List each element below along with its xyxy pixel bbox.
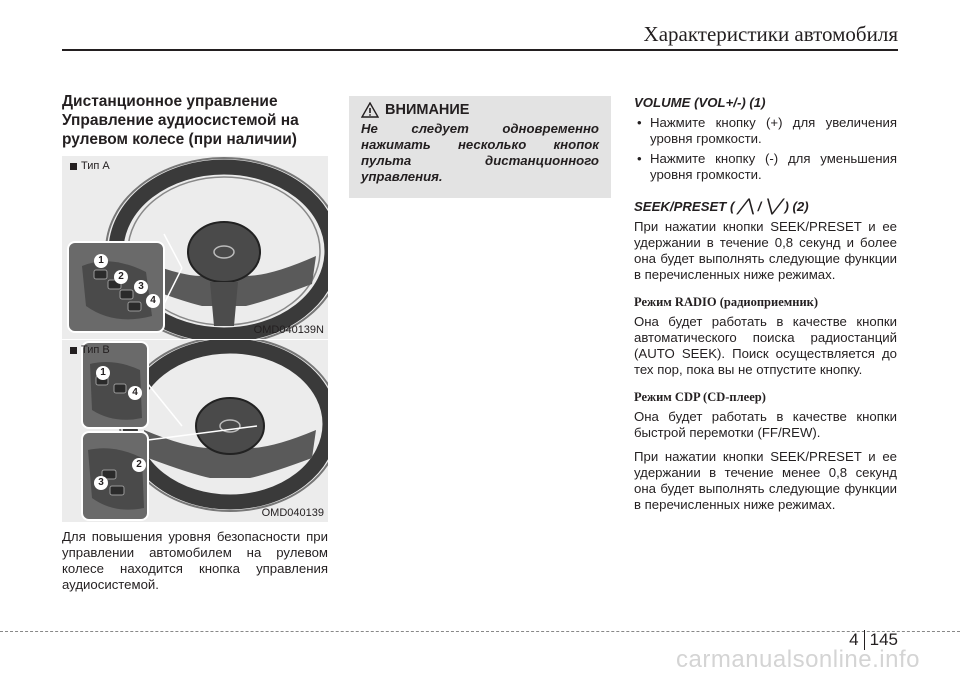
callout-b-2: 2 <box>132 458 146 472</box>
callout-b-4: 4 <box>128 386 142 400</box>
warning-text: Не следует одновременно нажимать несколько кнопок пульта дистанционного управления. <box>361 121 599 184</box>
section-title-line-2: Управление аудиосистемой на <box>62 112 299 129</box>
callout-2: 2 <box>114 270 128 284</box>
callout-4: 4 <box>146 294 160 308</box>
watermark: carmanualsonline.info <box>676 646 920 673</box>
section-heading-block <box>62 92 330 149</box>
callout-1: 1 <box>94 254 108 268</box>
seek-heading: SEEK/PRESET ( ╱╲ / ╲╱ ) (2) <box>634 199 809 214</box>
radio-mode-heading: Режим RADIO (радиоприемник) <box>634 295 819 309</box>
volume-bullet-up: • Нажмите кнопку (+) для увеличения уровня громкости. <box>634 115 897 147</box>
radio-mode-text: Она будет работать в качестве кнопки автоматического поиска радиостанций (AUTO SEEK). Поиск осуществляется до тех пор, пока вы не отпустите кнопку. <box>634 314 897 377</box>
controls-description <box>634 95 897 513</box>
callout-3: 3 <box>134 280 148 294</box>
running-header: Характеристики автомобиля <box>643 22 898 46</box>
volume-bullets <box>634 115 897 183</box>
figure-type-a <box>62 156 328 339</box>
page-number-value: 145 <box>869 630 898 649</box>
short-press-text: При нажатии кнопки SEEK/PRESET и ее удержании в течение менее 0,8 секунд она будет выполнять следующие функции в перечисленных ниже режимах. <box>634 449 897 512</box>
cdp-mode-text: Она будет работать в качестве кнопки быстрой перемотки (FF/REW). <box>634 409 897 440</box>
warning-box <box>349 96 611 198</box>
volume-bullet-down: • Нажмите кнопку (-) для уменьшения уровня громкости. <box>634 151 897 183</box>
figure-b-code: OMD040139 <box>261 507 324 519</box>
figure-b-label: Тип B <box>70 344 110 356</box>
figure-a-label: Тип А <box>70 160 110 172</box>
figure-type-b <box>62 340 328 522</box>
callout-b-3: 3 <box>94 476 108 490</box>
footer-dashed-rule <box>0 631 960 632</box>
callout-b-1: 1 <box>96 366 110 380</box>
seek-intro: При нажатии кнопки SEEK/PRESET и ее удержании в течение 0,8 секунд и более она будет выполнять следующие функции в перечисленных ниже режимах. <box>634 219 897 282</box>
cdp-mode-heading: Режим CDP (CD-плеер) <box>634 390 766 404</box>
warning-heading <box>361 102 599 118</box>
chapter-number: 4 <box>849 630 859 649</box>
warning-title: ВНИМАНИЕ <box>385 102 470 118</box>
figure-a-code: OMD040139N <box>253 324 324 336</box>
section-title-line-1: Дистанционное управление <box>62 93 278 110</box>
square-bullet-icon <box>70 163 77 170</box>
volume-heading: VOLUME (VOL+/-) (1) <box>634 95 766 110</box>
section-body: Для повышения уровня безопасности при управлении автомобилем на рулевом колесе находится кнопка управления аудиосистемой. <box>62 529 328 592</box>
section-title-line-3: рулевом колесе (при наличии) <box>62 131 297 148</box>
warning-triangle-icon <box>361 102 379 118</box>
steering-wheel-a-illustration <box>62 156 328 339</box>
header-rule <box>62 49 898 51</box>
square-bullet-icon <box>70 347 77 354</box>
